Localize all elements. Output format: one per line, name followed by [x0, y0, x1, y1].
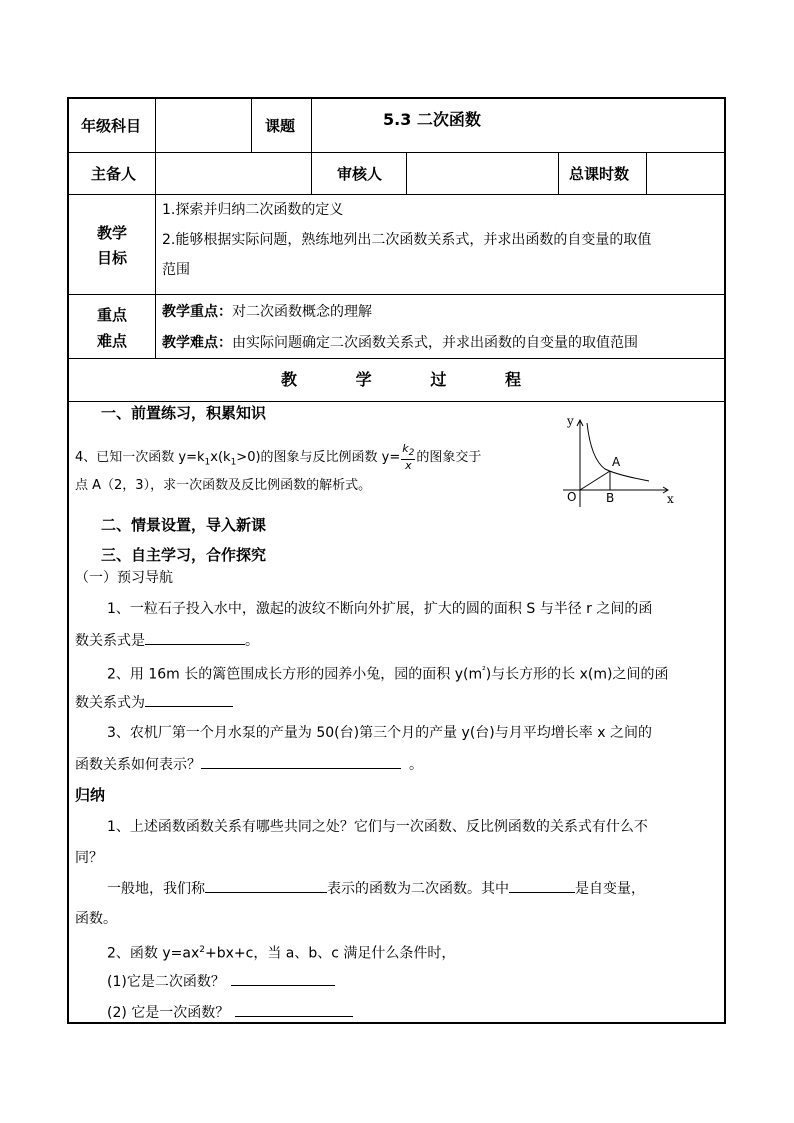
s2-text-a: 2、函数 y=ax [107, 945, 200, 962]
answer-blank[interactable] [145, 630, 245, 645]
lesson-plan-table [67, 97, 726, 1024]
process-title-char: 过 [430, 370, 447, 389]
definition-line2: 函数。 [75, 911, 117, 927]
subsection-preview-nav: （一）预习导航 [75, 570, 173, 586]
question-4-line1 [75, 443, 481, 473]
reviewer-label: 审核人 [337, 165, 383, 183]
graph-label-a: A [612, 455, 621, 469]
p3-end: 。 [409, 757, 423, 773]
row-divider [69, 401, 724, 402]
row-divider [69, 152, 724, 153]
answer-blank[interactable] [509, 878, 575, 893]
graph-label-x: x [667, 492, 674, 506]
keypoints-label-line2: 难点 [97, 332, 128, 350]
goal-item-1: 1.探索并归纳二次函数的定义 [162, 202, 344, 218]
q4-text-a: 4、已知一次函数 y=k [75, 450, 205, 466]
p2-text-c: 数关系式为 [75, 695, 145, 711]
problem-2-line2 [75, 692, 233, 713]
row-divider [69, 294, 724, 295]
row-divider [69, 358, 724, 359]
q4-sub: 1 [230, 457, 237, 468]
focus-label: 教学重点： [162, 304, 232, 320]
keypoints-label-line1: 重点 [97, 306, 128, 324]
definition-line [107, 878, 645, 899]
q4-sub: 1 [204, 457, 211, 468]
q4-text-d: 的图象交于 [416, 450, 482, 466]
question-4-line2: 点 A（2，3），求一次函数及反比例函数的解析式。 [75, 478, 372, 493]
difficulty-line [162, 333, 638, 353]
def-text-b: 表示的函数为二次函数。其中 [327, 881, 509, 897]
grade-subject-label: 年级科目 [81, 117, 142, 135]
topic-label: 课题 [265, 117, 296, 135]
section-2-heading: 二、情景设置，导入新课 [101, 516, 267, 534]
frac-denominator: x [405, 459, 412, 473]
focus-line [162, 302, 372, 322]
section-3-heading: 三、自主学习，合作探究 [101, 546, 267, 564]
p1-text: 数关系式是 [75, 633, 145, 649]
linear-function-line [580, 471, 610, 490]
p3-text: 函数关系如何表示？ [75, 757, 201, 773]
col-divider [311, 152, 312, 194]
graph-label-b: B [606, 491, 615, 505]
answer-blank[interactable] [205, 878, 327, 893]
frac-numerator: k [402, 442, 409, 455]
summary-2-q2 [107, 1002, 353, 1023]
hyperbola-curve [587, 423, 649, 481]
problem-2-line1 [107, 661, 668, 685]
p2-text-a: 2、用 16m 长的篱笆围成长方形的园养小兔，园的面积 y(m [107, 666, 483, 683]
summary-1-line2: 同？ [75, 850, 103, 866]
answer-blank[interactable] [235, 1002, 353, 1017]
fraction-k2-over-x [401, 443, 415, 472]
summary-2-line1 [107, 940, 455, 964]
s2-q2-text: (2) 它是一次函数？ [107, 1005, 230, 1021]
process-title-char: 程 [504, 370, 521, 389]
problem-3-line2 [75, 754, 423, 775]
s2-q1-text: (1)它是二次函数？ [107, 974, 225, 990]
p2-text-b: )与长方形的长 x(m)之间的函 [485, 666, 669, 683]
q4-text-c: >0)的图象与反比例函数 y= [236, 450, 401, 466]
difficulty-text: 由实际问题确定二次函数关系式，并求出函数的自变量的取值范围 [232, 335, 638, 351]
s2-sup: 2 [199, 945, 205, 955]
graph-label-y: y [567, 414, 574, 428]
summary-1-line1: 1、上述函数函数关系有哪些共同之处？它们与一次函数、反比例函数的关系式有什么不 [107, 819, 648, 835]
problem-1-line1: 1、一粒石子投入水中，激起的波纹不断向外扩展，扩大的圆的面积 S 与半径 r 之间的函 [107, 601, 653, 617]
col-divider [155, 99, 156, 152]
summary-2-q1 [107, 971, 335, 992]
summary-heading: 归纳 [75, 786, 106, 804]
col-divider [646, 152, 647, 194]
preparer-label: 主备人 [91, 165, 137, 183]
row-divider [69, 194, 724, 195]
topic-value: 5.3 二次函数 [383, 110, 481, 129]
goal-item-2-line2: 范围 [162, 262, 190, 278]
problem-1-line2 [75, 630, 259, 651]
answer-blank[interactable] [145, 692, 233, 707]
difficulty-label: 教学难点： [162, 335, 232, 351]
col-divider [155, 194, 156, 358]
total-hours-label: 总课时数 [569, 165, 630, 183]
answer-blank[interactable] [231, 971, 335, 986]
goals-label-line2: 目标 [97, 249, 128, 267]
process-title [281, 370, 521, 390]
process-title-char: 学 [355, 370, 372, 389]
problem-3-line1: 3、农机厂第一个月水泵的产量为 50(台)第三个月的产量 y(台)与月平均增长率 x 之间的 [107, 725, 652, 741]
graph-label-origin: O [567, 490, 577, 504]
section-1-heading: 一、前置练习，积累知识 [101, 404, 267, 422]
def-text-a: 一般地，我们称 [107, 881, 205, 897]
col-divider [558, 152, 559, 194]
def-text-c: 是自变量， [575, 881, 645, 897]
function-graph [553, 411, 679, 509]
p2-sup: ² [482, 666, 486, 676]
process-title-char: 教 [281, 370, 298, 389]
goal-item-2-line1: 2.能够根据实际问题，熟练地列出二次函数关系式，并求出函数的自变量的取值 [162, 232, 652, 248]
q4-text-b: x(k [210, 450, 231, 466]
col-divider [155, 152, 156, 194]
col-divider [406, 152, 407, 194]
s2-text-b: +bx+c，当 a、b、c 满足什么条件时， [204, 945, 456, 962]
col-divider [311, 99, 312, 152]
focus-text: 对二次函数概念的理解 [232, 304, 372, 320]
answer-blank[interactable] [201, 754, 401, 769]
col-divider [251, 99, 252, 152]
frac-num-sub: 2 [408, 448, 415, 459]
p1-end: 。 [245, 633, 259, 649]
goals-label-line1: 教学 [97, 224, 128, 242]
